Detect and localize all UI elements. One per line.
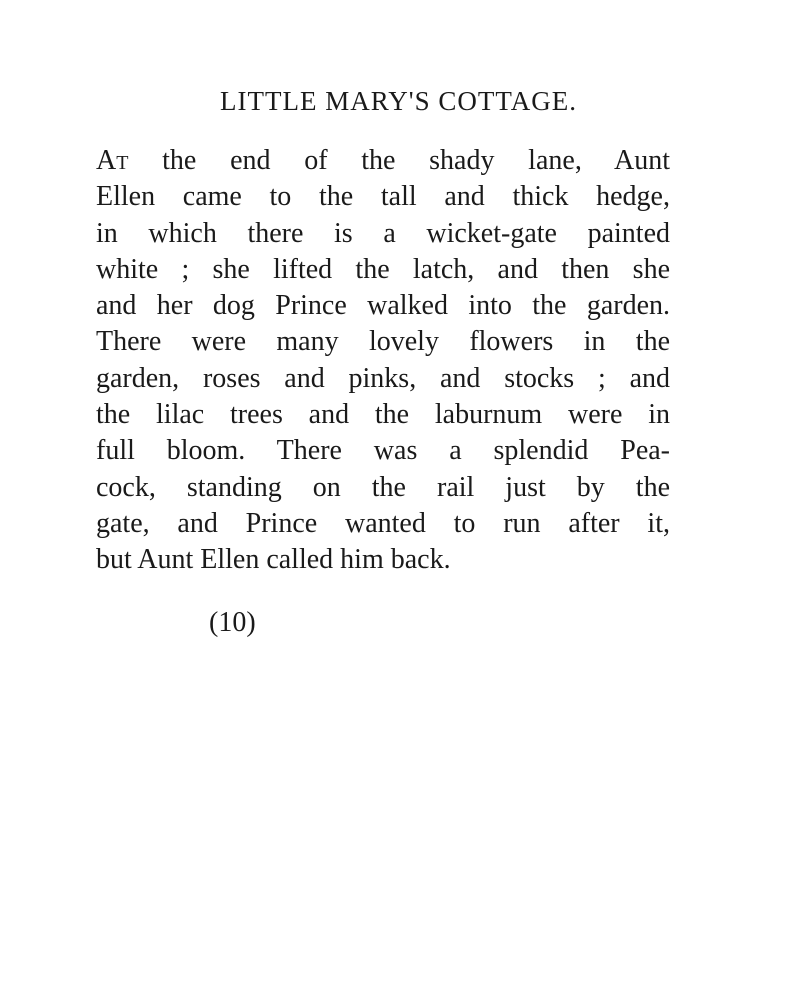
text-line-8: the lilac trees and the laburnum were in: [96, 399, 670, 431]
text-line-12: but Aunt Ellen called him back.: [96, 544, 451, 576]
text-line-10: cock, standing on the rail just by the: [96, 471, 670, 503]
text-line-11: gate, and Prince wanted to run after it,: [96, 507, 670, 539]
text-line-5: and her dog Prince walked into the garden.: [96, 290, 670, 322]
text-line-1: [96, 143, 670, 179]
page-title: LITTLE MARY'S COTTAGE.: [220, 86, 577, 116]
body-paragraph: [96, 143, 670, 579]
text-line-4: white ; she lifted the latch, and then she: [96, 253, 670, 285]
page-number: (10): [209, 607, 256, 638]
drop-word: At: [96, 145, 129, 176]
text-line-7: garden, roses and pinks, and stocks ; and: [96, 362, 670, 394]
text-line-6: There were many lovely flowers in the: [96, 326, 670, 358]
text-line-2: Ellen came to the tall and thick hedge,: [96, 181, 670, 213]
text-line-9: full bloom. There was a splendid Pea-: [96, 435, 670, 467]
text-line-1-rest: the end of the shady lane, Aunt: [128, 145, 670, 176]
text-line-3: in which there is a wicket-gate painted: [96, 217, 670, 249]
